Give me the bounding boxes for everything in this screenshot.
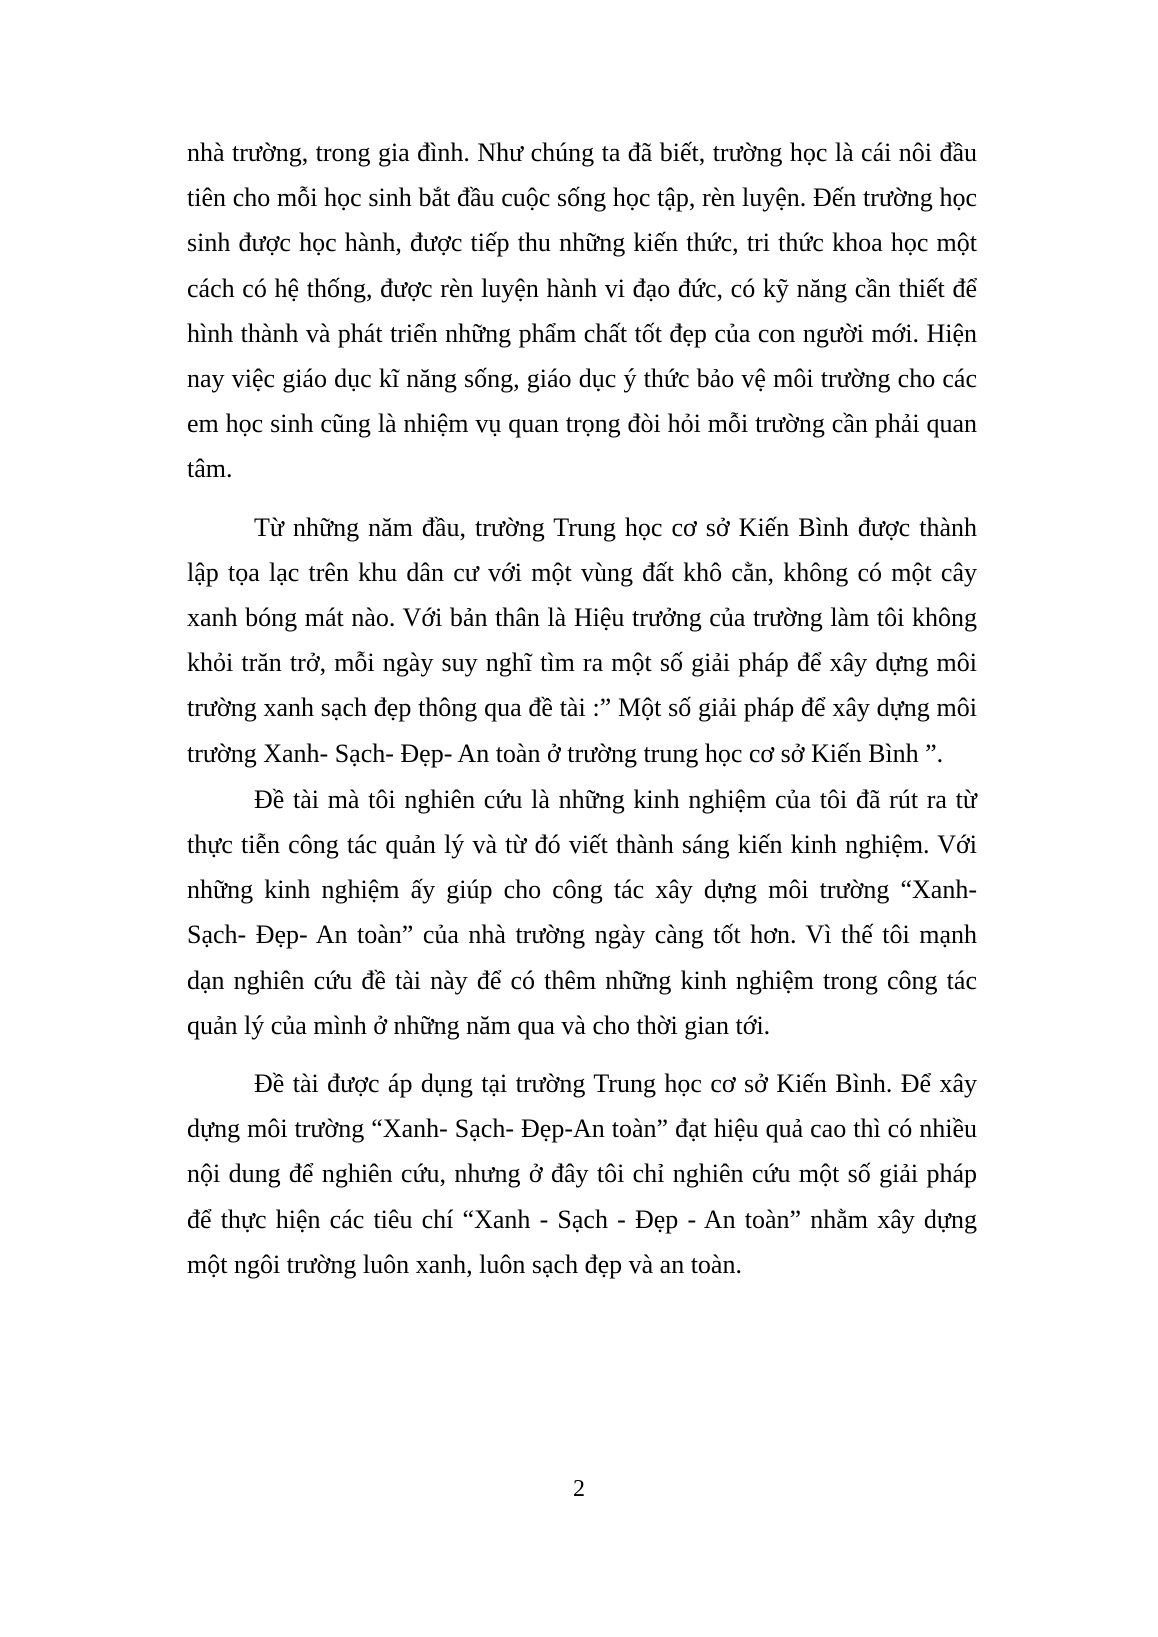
paragraph-2: Từ những năm đầu, trường Trung học cơ sở Kiến Bình được thành lập tọa lạc trên khu dân cư với một vùng đất khô cằn, không có một cây xanh bóng mát nào. Với bản thân là Hiệu trưởng của trường làm tôi không khỏi trăn trở, mỗi ngày suy nghĩ tìm ra một số giải pháp để xây dựng môi trường xanh sạch đẹp thông qua đề tài :” Một số giải pháp để xây dựng môi trường Xanh- Sạch- Đẹp- An toàn ở trường trung học cơ sở Kiến Bình ”. (187, 512, 977, 768)
paragraph-3: Đề tài mà tôi nghiên cứu là những kinh nghiệm của tôi đã rút ra từ thực tiễn công tác quản lý và từ đó viết thành sáng kiến kinh nghiệm. Với những kinh nghiệm ấy giúp cho công tác xây dựng môi trường “Xanh- Sạch- Đẹp- An toàn” của nhà trường ngày càng tốt hơn. Vì thế tôi mạnh dạn nghiên cứu đề tài này để có thêm những kinh nghiệm trong công tác quản lý của mình ở những năm qua và cho thời gian tới. (187, 784, 977, 1040)
paragraph-4: Đề tài được áp dụng tại trường Trung học cơ sở Kiến Bình. Để xây dựng môi trường “Xanh- Sạch- Đẹp-An toàn” đạt hiệu quả cao thì có nhiều nội dung để nghiên cứu, nhưng ở đây tôi chỉ nghiên cứu một số giải pháp để thực hiện các tiêu chí “Xanh - Sạch - Đẹp - An toàn” nhằm xây dựng một ngôi trường luôn xanh, luôn sạch đẹp và an toàn. (187, 1069, 977, 1279)
page-number: 2 (573, 1476, 585, 1502)
body-text (187, 130, 977, 1287)
paragraph-1: nhà trường, trong gia đình. Như chúng ta đã biết, trường học là cái nôi đầu tiên cho mỗi học sinh bắt đầu cuộc sống học tập, rèn luyện. Đến trường học sinh được học hành, được tiếp thu những kiến thức, tri thức khoa học một cách có hệ thống, được rèn luyện hành vi đạo đức, có kỹ năng cần thiết để hình thành và phát triển những phẩm chất tốt đẹp của con người mới. Hiện nay việc giáo dục kĩ năng sống, giáo dục ý thức bảo vệ môi trường cho các em học sinh cũng là nhiệm vụ quan trọng đòi hỏi mỗi trường cần phải quan tâm. (187, 138, 977, 484)
